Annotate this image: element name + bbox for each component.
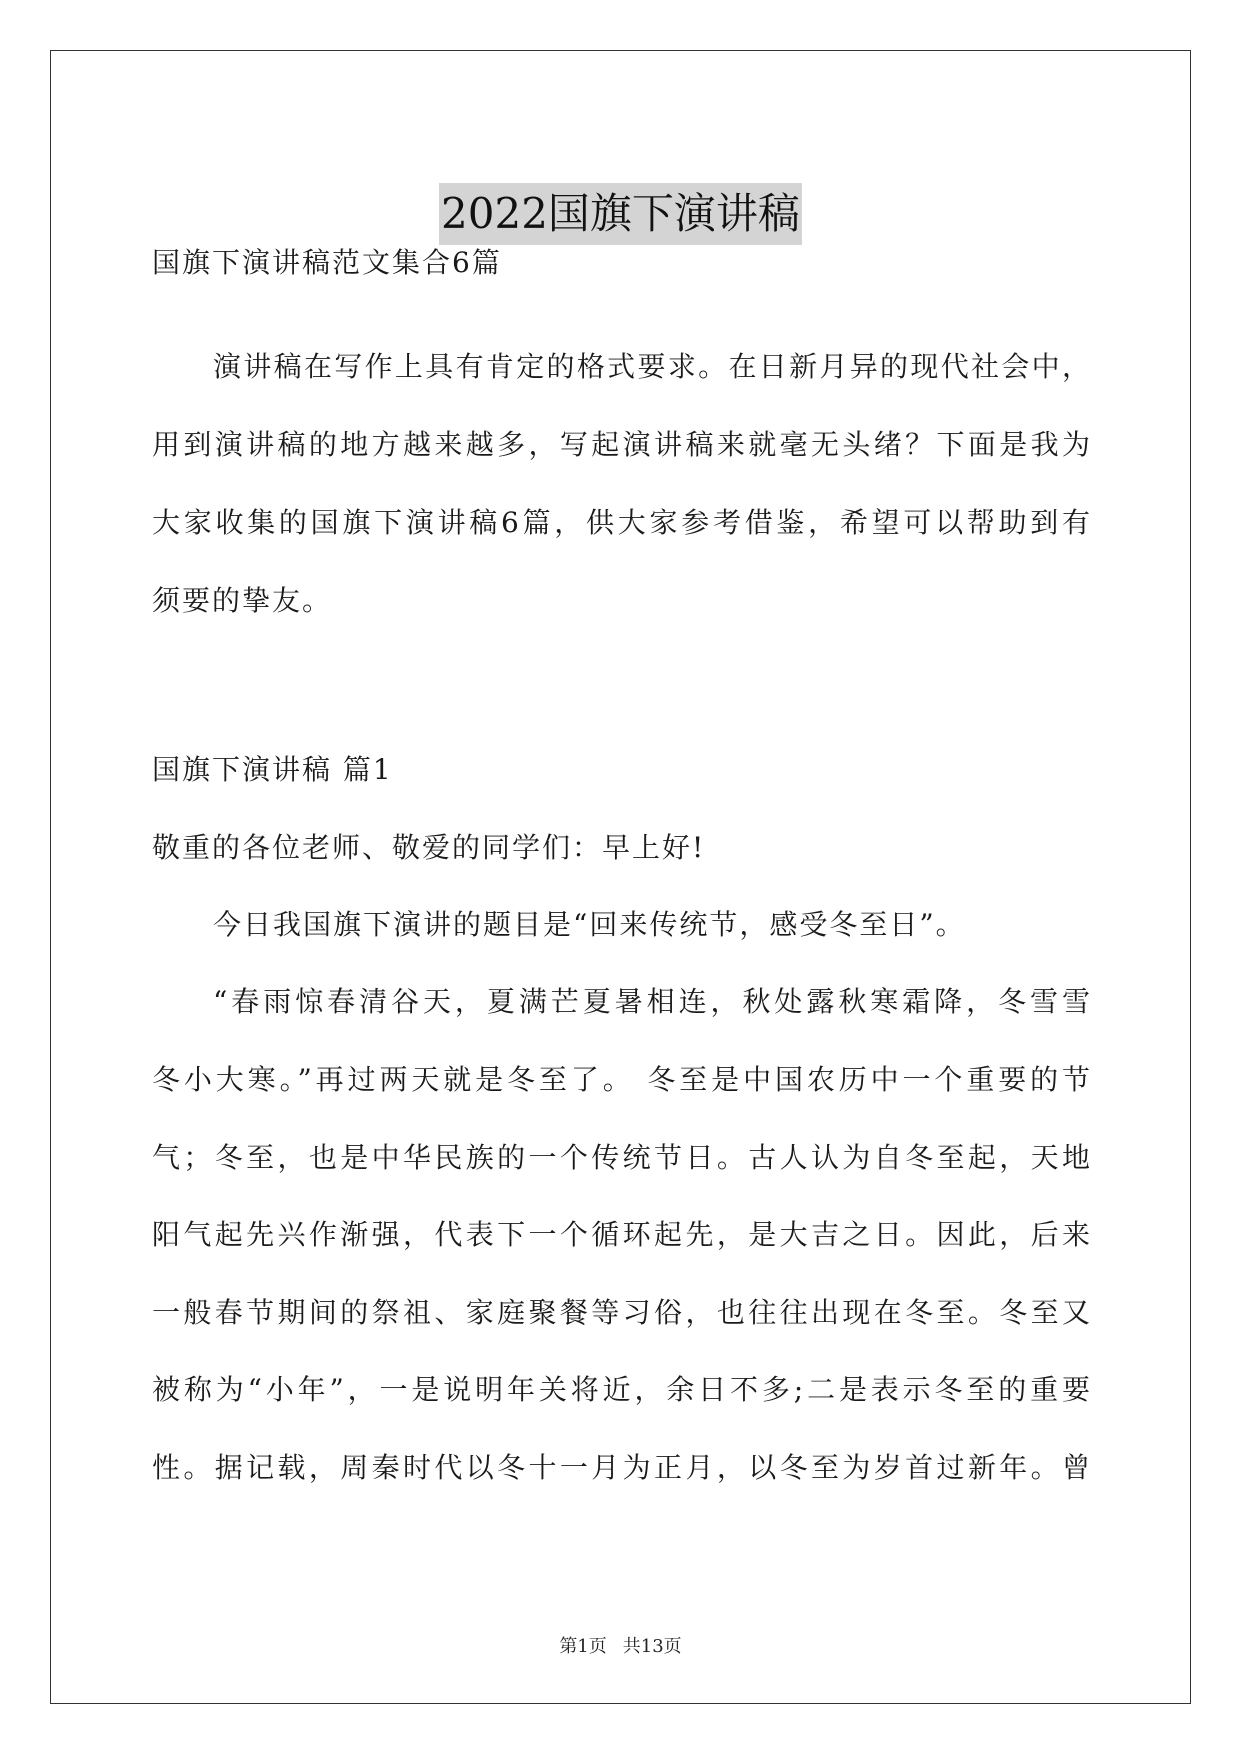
paragraph-line: 用到演讲稿的地方越来越多，写起演讲稿来就毫无头绪？下面是我为 <box>152 428 1092 461</box>
paragraph-line: “春雨惊春清谷天，夏满芒夏暑相连，秋处露秋寒霜降，冬雪雪 <box>213 985 1092 1018</box>
paragraph-line: 今日我国旗下演讲的题目是“回来传统节，感受冬至日”。 <box>213 908 966 941</box>
paragraph-line: 性。据记载，周秦时代以冬十一月为正月，以冬至为岁首过新年。曾 <box>152 1451 1092 1484</box>
paragraph-line: 冬小大寒。”再过两天就是冬至了。 冬至是中国农历中一个重要的节 <box>152 1063 1092 1096</box>
document-title: 2022国旗下演讲稿 <box>439 183 802 245</box>
paragraph-line: 被称为“小年”，一是说明年关将近，余日不多;二是表示冬至的重要 <box>152 1373 1092 1406</box>
page-footer <box>0 1634 1241 1660</box>
paragraph-line: 气；冬至，也是中华民族的一个传统节日。古人认为自冬至起，天地 <box>152 1141 1092 1174</box>
page-number: 第1页 <box>559 1636 607 1657</box>
paragraph-line: 一般春节期间的祭祖、家庭聚餐等习俗，也往往出现在冬至。冬至又 <box>152 1296 1092 1329</box>
subtitle-line: 国旗下演讲稿范文集合6篇 <box>152 246 502 279</box>
paragraph-line: 阳气起先兴作渐强，代表下一个循环起先，是大吉之日。因此，后来 <box>152 1218 1092 1251</box>
paragraph-line: 大家收集的国旗下演讲稿6篇，供大家参考借鉴，希望可以帮助到有 <box>152 506 1092 539</box>
paragraph-line: 演讲稿在写作上具有肯定的格式要求。在日新月异的现代社会中， <box>213 350 1092 383</box>
page-count: 共13页 <box>622 1636 682 1657</box>
section-heading: 国旗下演讲稿 篇1 <box>152 753 393 786</box>
greeting-line: 敬重的各位老师、敬爱的同学们：早上好! <box>152 831 706 864</box>
paragraph-line: 须要的挚友。 <box>152 584 333 617</box>
